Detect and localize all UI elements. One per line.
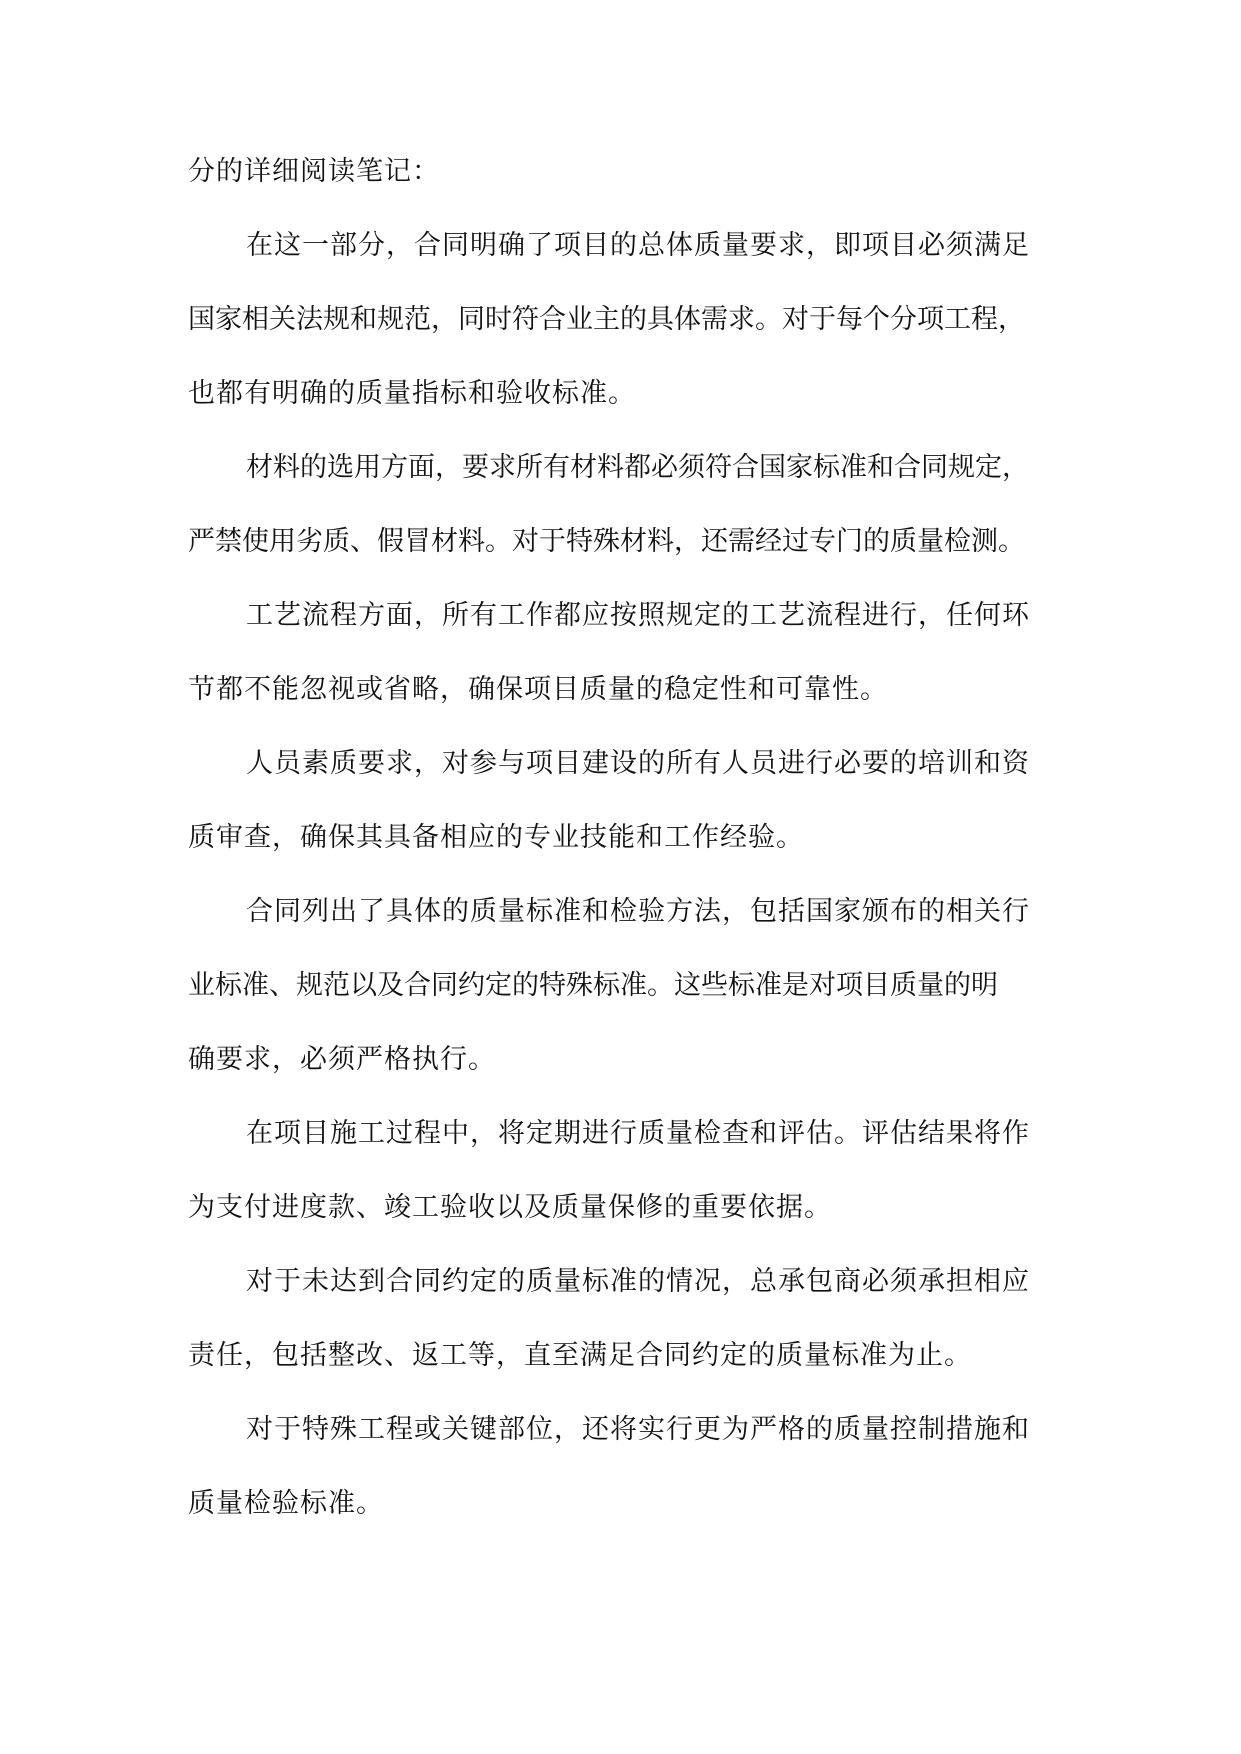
paragraph-first-line: 对于特殊工程或关键部位，还将实行更为严格的质量控制措施和 — [246, 1414, 1030, 1445]
text-line: 分的详细阅读笔记： — [188, 156, 440, 187]
text-line: 质审查，确保其具备相应的专业技能和工作经验。 — [188, 822, 804, 853]
paragraph-first-line: 材料的选用方面，要求所有材料都必须符合国家标准和合同规定， — [246, 452, 1029, 483]
text-line: 业标准、规范以及合同约定的特殊标准。这些标准是对项目质量的明 — [188, 970, 998, 1001]
text-line: 也都有明确的质量指标和验收标准。 — [188, 378, 636, 409]
text-line: 质量检验标准。 — [188, 1488, 384, 1519]
paragraph-first-line: 在项目施工过程中，将定期进行质量检查和评估。评估结果将作 — [246, 1118, 1030, 1149]
document-body — [188, 142, 1058, 1548]
text-line: 责任，包括整改、返工等，直至满足合同约定的质量标准为止。 — [188, 1340, 972, 1371]
text-line: 国家相关法规和规范，同时符合业主的具体需求。对于每个分项工程， — [188, 304, 1025, 335]
text-line: 严禁使用劣质、假冒材料。对于特殊材料，还需经过专门的质量检测。 — [188, 526, 1025, 557]
paragraph-first-line: 对于未达到合同约定的质量标准的情况，总承包商必须承担相应 — [246, 1266, 1030, 1297]
text-line: 确要求，必须严格执行。 — [188, 1044, 496, 1075]
text-line: 为支付进度款、竣工验收以及质量保修的重要依据。 — [188, 1192, 832, 1223]
paragraph-first-line: 工艺流程方面，所有工作都应按照规定的工艺流程进行，任何环 — [246, 600, 1030, 631]
paragraph-first-line: 人员素质要求，对参与项目建设的所有人员进行必要的培训和资 — [246, 748, 1030, 779]
text-line: 节都不能忽视或省略，确保项目质量的稳定性和可靠性。 — [188, 674, 888, 705]
paragraph-first-line: 在这一部分，合同明确了项目的总体质量要求，即项目必须满足 — [246, 230, 1030, 261]
paragraph-first-line: 合同列出了具体的质量标准和检验方法，包括国家颁布的相关行 — [246, 896, 1030, 927]
